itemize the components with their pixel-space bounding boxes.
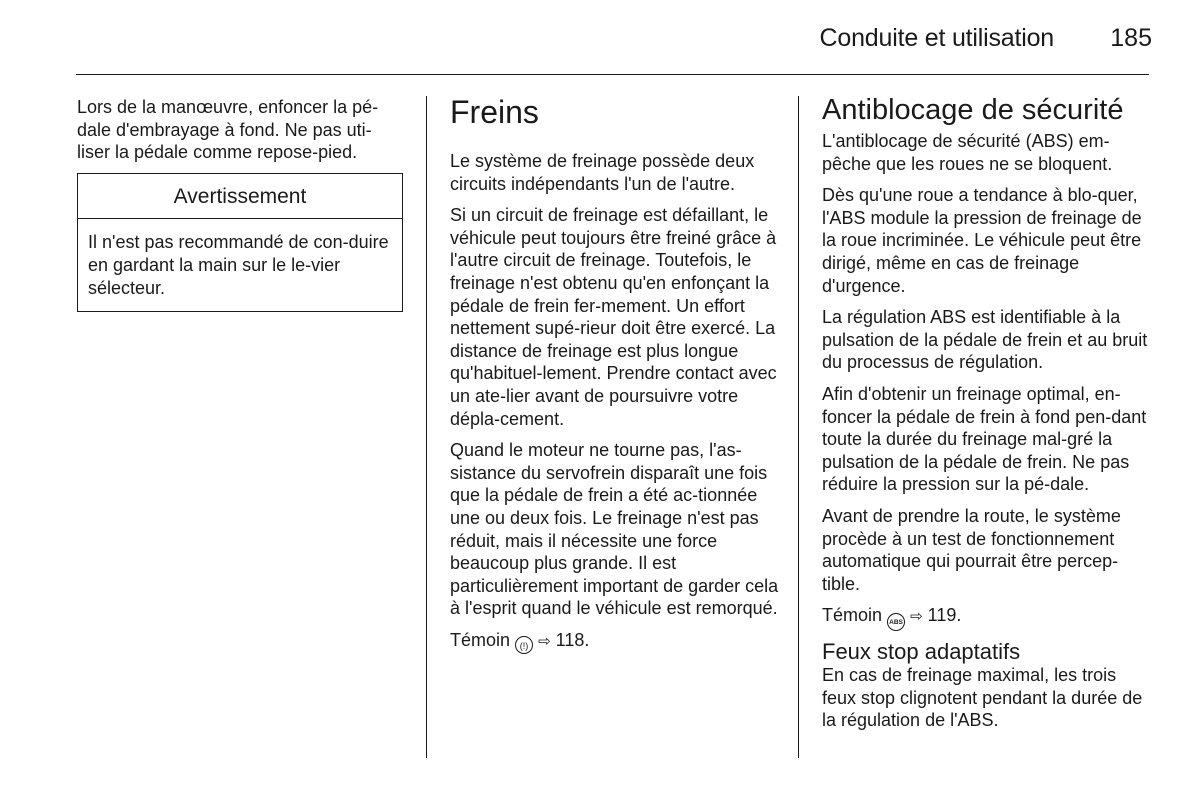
adaptive-brake-lights-paragraph: En cas de freinage maximal, les trois feux stop clignotent pendant la durée de la régulation de l'ABS.: [822, 665, 1143, 731]
header-divider: [76, 74, 1149, 75]
page-number: 185: [1110, 24, 1152, 52]
reference-label: Témoin: [450, 629, 511, 650]
brake-warning-icon: (!): [515, 636, 533, 654]
section-heading-abs: Antiblocage de sécurité: [822, 94, 1124, 126]
column-divider-2: [798, 96, 799, 758]
abs-warning-icon: ABS: [887, 613, 905, 631]
subheading-adaptive-brake-lights: Feux stop adaptatifs: [822, 639, 1021, 665]
brakes-paragraph-3: Quand le moteur ne tourne pas, l'as-sistance du servofrein disparaît une fois que la pédale de frein a été ac-tionnée une ou deux fois. Le freinage n'est pas réduit, mais il nécessite une force beaucoup plus grande. Il est particulièrement important de garder cela à l'esprit quand le véhicule est remorqué.: [450, 440, 779, 619]
page-section-title: Conduite et utilisation: [819, 24, 1054, 52]
reference-page-link[interactable]: 119.: [927, 605, 962, 626]
reference-label: Témoin: [822, 605, 883, 626]
section-heading-freins: Freins: [450, 94, 539, 130]
abs-paragraph-5: Avant de prendre la route, le système procède à un test de fonctionnement automatique qui pourrait être percep-tible.: [822, 505, 1121, 594]
abs-paragraph-3: La régulation ABS est identifiable à la pulsation de la pédale de frein et au bruit du processus de régulation.: [822, 307, 1148, 373]
page-reference-arrow-icon: ⇨: [910, 608, 923, 626]
warning-body: Il n'est pas recommandé de con-duire en gardant la main sur le le-vier sélecteur.: [88, 232, 389, 298]
warning-title: Avertissement: [78, 174, 402, 220]
reference-page-link[interactable]: 118.: [555, 629, 590, 650]
abs-paragraph-2: Dès qu'une roue a tendance à blo-quer, l'ABS module la pression de freinage de la roue incriminée. Le véhicule peut être dirigé, même en cas de freinage d'urgence.: [822, 185, 1142, 296]
abs-paragraph-4: Afin d'obtenir un freinage optimal, en-foncer la pédale de frein à fond pen-dant toute la durée du freinage mal-gré la pulsation de la pédale de frein. Ne pas réduire la pression sur la pé-dale.: [822, 383, 1147, 495]
brakes-paragraph-1: Le système de freinage possède deux circuits indépendants l'un de l'autre.: [450, 151, 755, 194]
brakes-reference: [450, 629, 780, 654]
warning-box: [77, 173, 403, 312]
column-1: [77, 96, 403, 312]
column-3: [822, 92, 1154, 741]
brakes-paragraph-2: Si un circuit de freinage est défaillant, le véhicule peut toujours être freiné grâce à l'autre circuit de freinage. Toutefois, le freinage n'est obtenu qu'en enfonçant la pédale de frein fer-mement. Un effort nettement supé-rieur doit être exercé. La distance de freinage est plus longue qu'habituel-lement. Prendre contact avec un ate-lier avant de poursuivre votre dépla-cement.: [450, 205, 777, 429]
column-2: [450, 92, 780, 663]
abs-reference: [822, 604, 1154, 631]
page-reference-arrow-icon: ⇨: [538, 632, 551, 650]
abs-paragraph-1: L'antiblocage de sécurité (ABS) em-pêche que les roues ne se bloquent.: [822, 131, 1113, 174]
clutch-paragraph: Lors de la manœuvre, enfoncer la pé-dale d'embrayage à fond. Ne pas uti-liser la pédale comme repose-pied.: [77, 97, 379, 163]
column-divider-1: [426, 96, 427, 758]
